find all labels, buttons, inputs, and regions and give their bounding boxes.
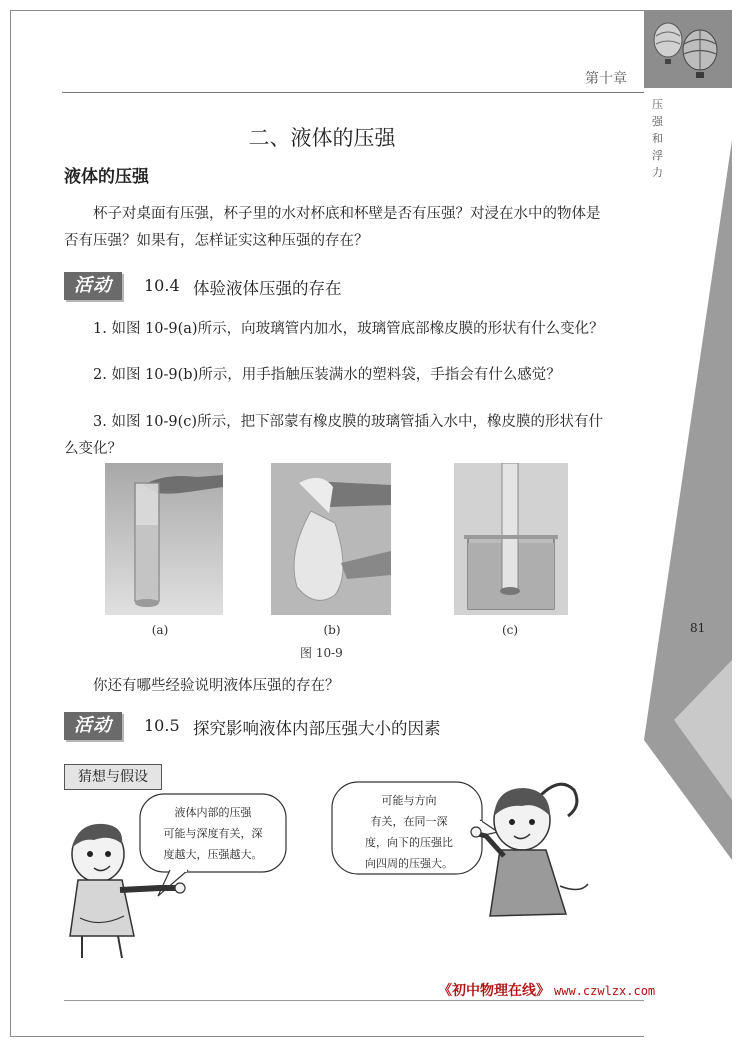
- page-edge-decoration: [644, 100, 732, 1000]
- caption-a: (a): [151, 623, 169, 637]
- activity-10-4-header: [64, 272, 624, 300]
- hypothesis-tag: 猜想与假设: [64, 764, 162, 790]
- activity-item-3: 3. 如图 10-9(c)所示，把下部蒙有橡皮膜的玻璃管插入水中，橡皮膜的形状有什么变化？: [64, 414, 604, 457]
- subheading: 液体的压强: [64, 167, 149, 187]
- footer-rule: [64, 1000, 644, 1001]
- figure-title: 图 10-9: [300, 646, 343, 660]
- activity-badge: 活动: [64, 272, 122, 300]
- page-number: 81: [690, 621, 706, 635]
- section-title: 二、液体的压强: [248, 126, 396, 150]
- header-rule: [62, 92, 644, 93]
- photo-a-glass-tube: [105, 463, 223, 615]
- footer-watermark: [438, 980, 655, 1000]
- question-text: 你还有哪些经验说明液体压强的存在？: [93, 678, 340, 694]
- activity-item-2: 2. 如图 10-9(b)所示，用手指触压装满水的塑料袋，手指会有什么感觉？: [93, 367, 561, 383]
- side-chapter-title: 压强和浮力: [652, 98, 663, 179]
- activity-item-1: 1. 如图 10-9(a)所示，向玻璃管内加水，玻璃管底部橡皮膜的形状有什么变化？: [93, 321, 604, 337]
- boy-speech-text: 液体内部的压强 可能与深度有关，深 度越大，压强越大。: [163, 806, 263, 861]
- activity-badge: 活动: [64, 712, 122, 740]
- footer-site-name: 《初中物理在线》: [438, 983, 550, 999]
- caption-b: (b): [323, 623, 341, 637]
- chapter-label: 第十章: [585, 71, 627, 87]
- activity-10-5-header: [64, 712, 624, 740]
- activity-title: 探究影响液体内部压强大小的因素: [193, 719, 441, 738]
- girl-cartoon-illustration: [470, 776, 600, 926]
- activity-title: 体验液体压强的存在: [193, 279, 342, 298]
- girl-speech-text: 可能与方向 有关，在同一深 度，向下的压强比 向四周的压强大。: [365, 794, 453, 870]
- chapter-balloon-image: [644, 10, 732, 88]
- activity-number: 10.4: [144, 276, 180, 295]
- intro-paragraph: 杯子对桌面有压强，杯子里的水对杯底和杯壁是否有压强？对浸在水中的物体是否有压强？如果有，怎样证实这种压强的存在？: [64, 206, 601, 249]
- footer-url[interactable]: www.czwlzx.com: [554, 984, 656, 998]
- caption-c: (c): [501, 623, 519, 637]
- boy-cartoon-illustration: [60, 818, 192, 960]
- activity-number: 10.5: [144, 716, 180, 735]
- photo-c-beaker: [454, 463, 568, 615]
- photo-b-plastic-bag: [271, 463, 391, 615]
